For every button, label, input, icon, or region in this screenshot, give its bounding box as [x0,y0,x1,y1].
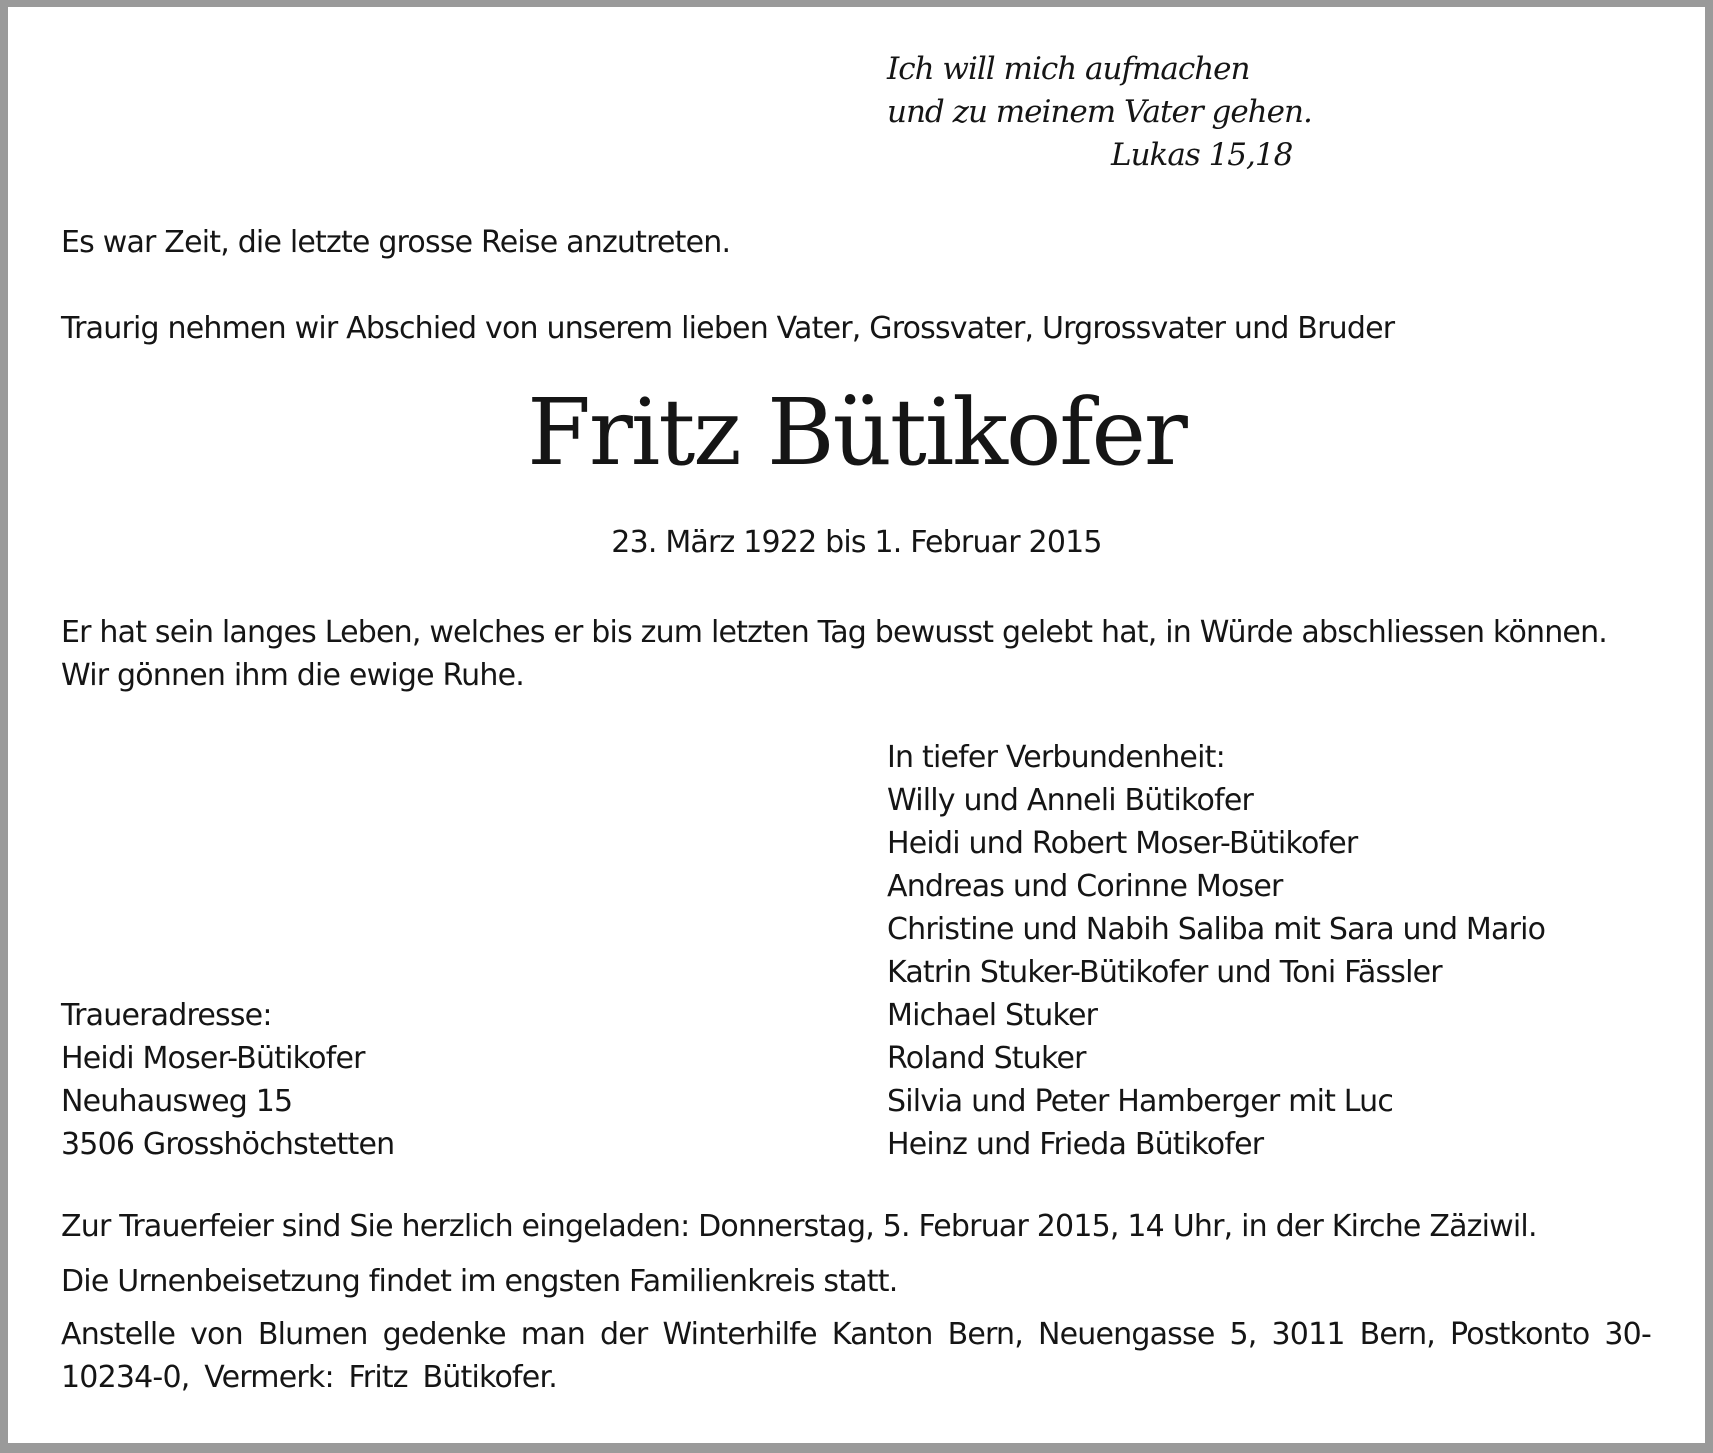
verse-line-2: und zu meinem Vater gehen. [887,94,1312,130]
mourner-entry: Heidi und Robert Moser-Bütikofer [887,826,1358,861]
mourner-entry: Michael Stuker [887,998,1098,1033]
tribute-line-2: Wir gönnen ihm die ewige Ruhe. [61,658,525,693]
urn-burial-notice: Die Urnenbeisetzung findet im engsten Familienkreis statt. [61,1264,898,1299]
farewell-text: Traurig nehmen wir Abschied von unserem lieben Vater, Grossvater, Urgrossvater und Bruder [61,311,1395,346]
mourner-entry: Andreas und Corinne Moser [887,869,1283,904]
mourner-entry: Willy und Anneli Bütikofer [887,783,1254,818]
mourners-heading: In tiefer Verbundenheit: [887,740,1225,775]
mourning-address [61,994,394,1166]
tribute-line-1: Er hat sein langes Leben, welches er bis zum letzten Tag bewusst gelebt hat, in Würde abschliessen können. [61,615,1608,650]
tribute-paragraph [61,611,1607,697]
donation-notice: Anstelle von Blumen gedenke man der Winterhilfe Kanton Bern, Neuengasse 5, 3011 Bern, Postkonto 30-10234-0, Vermerk: Fritz Bütikofer. [61,1317,1651,1395]
address-line: Heidi Moser-Bütikofer [61,1041,365,1076]
mourner-entry: Katrin Stuker-Bütikofer und Toni Fässler [887,955,1442,990]
verse-reference: Lukas 15,18 [1111,137,1293,173]
address-line: Neuhausweg 15 [61,1084,293,1119]
funeral-invitation: Zur Trauerfeier sind Sie herzlich eingeladen: Donnerstag, 5. Februar 2015, 14 Uhr, in der Kirche Zäziwil. [61,1209,1537,1244]
mourner-entry: Heinz und Frieda Bütikofer [887,1127,1264,1162]
deceased-name: Fritz Bütikofer [527,379,1186,486]
mourner-entry: Roland Stuker [887,1041,1086,1076]
address-line: 3506 Grosshöchstetten [61,1127,395,1162]
life-dates: 23. März 1922 bis 1. Februar 2015 [611,525,1102,560]
intro-text: Es war Zeit, die letzte grosse Reise anzutreten. [61,225,731,260]
address-heading: Traueradresse: [61,998,272,1033]
verse-line-1: Ich will mich aufmachen [887,51,1250,87]
mourner-entry: Silvia und Peter Hamberger mit Luc [887,1084,1394,1119]
mourners-list [887,736,1545,1166]
mourner-entry: Christine und Nabih Saliba mit Sara und Mario [887,912,1546,947]
bible-verse [887,48,1312,177]
